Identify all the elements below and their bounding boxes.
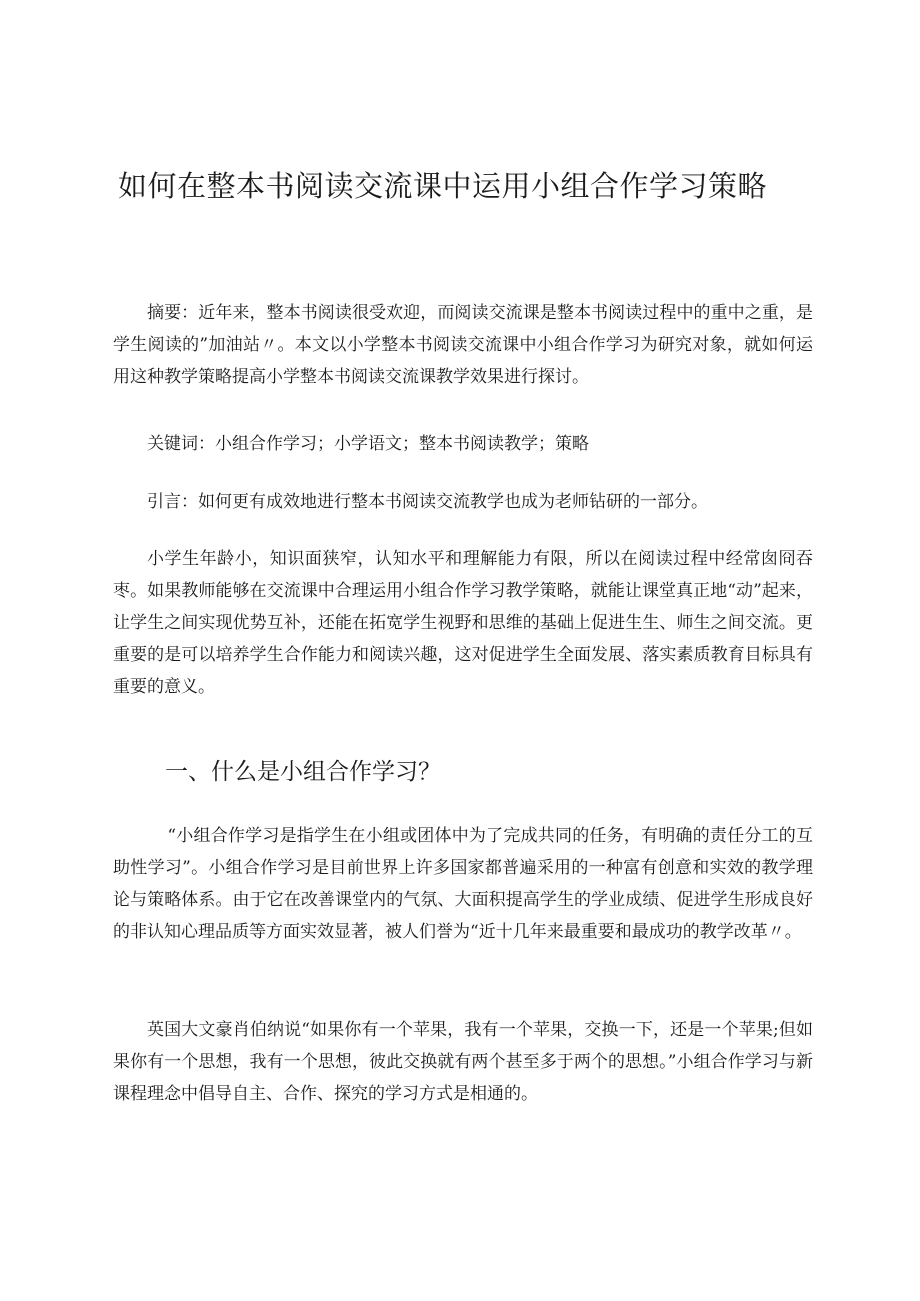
abstract-paragraph: 摘要：近年来，整本书阅读很受欢迎，而阅读交流课是整本书阅读过程中的重中之重，是学生阅读的”加油站〃。本文以小学整本书阅读交流课中小组合作学习为研究对象，就如何运用这种教学策略提高小学整本书阅读交流课教学效果进行探讨。: [113, 303, 813, 387]
body-paragraph-1: 小学生年龄小，知识面狭窄，认知水平和理解能力有限，所以在阅读过程中经常囱冏吞枣。如果教师能够在交流课中合理运用小组合作学习教学策略，就能让课堂真正地“动”起来，让学生之间实现优势互补，还能在拓宽学生视野和思维的基础上促进生生、师生之间交流。更重要的是可以培养学生合作能力和阅读兴趣，这对促进学生全面发展、落实素质教育目标具有重要的意义。: [113, 549, 813, 697]
body-paragraph-3: 英国大文豪肖伯纳说“如果你有一个苹果，我有一个苹果，交换一下，还是一个苹果;但如果你有一个思想，我有一个思想，彼此交换就有两个甚至多于两个的思想。”小组合作学习与新课程理念中倡导自主、合作、探究的学习方式是相通的。: [113, 1020, 813, 1104]
keywords-paragraph: 关键词：小组合作学习；小学语文；整本书阅读教学；策略: [147, 434, 589, 454]
intro-paragraph: 引言：如何更有成效地进行整本书阅读交流教学也成为老师钻研的一部分。: [147, 492, 708, 512]
body-paragraph-2: “小组合作学习是指学生在小组或团体中为了完成共同的任务，有明确的责任分工的互助性学习”。小组合作学习是目前世界上许多国家都普遍采用的一种富有创意和实效的教学理论与策略体系。由于它在改善课堂内的气氛、大面积提高学生的学业成绩、促进学生形成良好的非认知心理品质等方面实效显著，被人们誉为“近十几年来最重要和最成功的教学改革〃。: [113, 826, 813, 942]
document-title: 如何在整本书阅读交流课中运用小组合作学习策略: [118, 169, 768, 203]
section-heading-1: 一、什么是小组合作学习？: [165, 759, 441, 785]
